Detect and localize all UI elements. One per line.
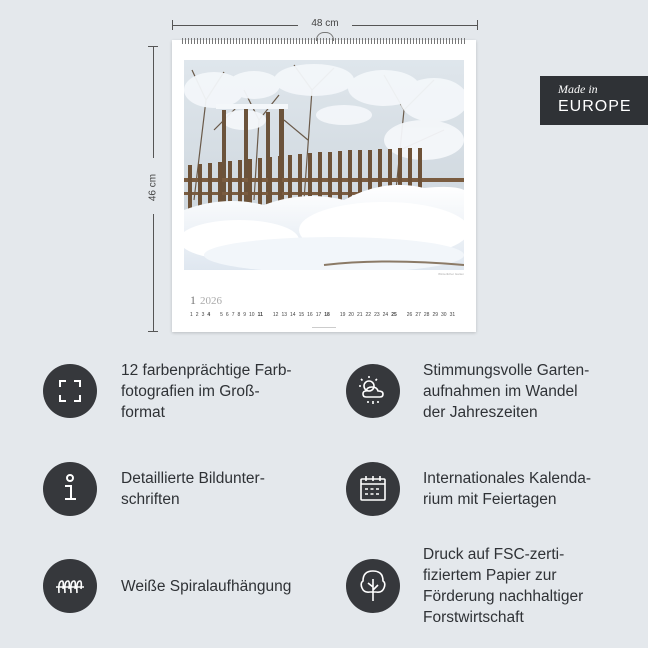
feature-text-seasons: Stimmungsvolle Garten- aufnahmen im Wandel der Jahreszeiten [423, 362, 590, 421]
month-number: 1 [190, 293, 196, 307]
feature-text-photos: 12 farbenprächtige Farb- fotografien im Groß- format [121, 362, 292, 421]
calendar-day: 19 [339, 312, 346, 318]
calendar-day: 9 [243, 312, 247, 318]
calendar-day: 6 [225, 312, 229, 318]
calendar-day: 11 [257, 312, 263, 318]
calendar-day: 29 [432, 312, 439, 318]
feature-text-holidays: Internationales Kalenda- rium mit Feiertagen [423, 470, 592, 508]
info-icon [43, 462, 97, 516]
calendar-day: 15 [298, 312, 305, 318]
calendar-day: 27 [415, 312, 421, 318]
badge-made-in: Made in [558, 82, 598, 96]
calendar-day: 5 [220, 312, 223, 318]
calendar-day: 16 [307, 312, 313, 318]
hanger-hook [316, 32, 334, 41]
fullscreen-frame-icon [43, 364, 97, 418]
calendar-day: 30 [441, 312, 447, 318]
winter-garden-photo [184, 60, 464, 270]
calendar-day: 26 [406, 312, 413, 318]
calendar-day: 20 [348, 312, 354, 318]
feature-text-fsc: Druck auf FSC-zerti- fiziertem Papier zur Förderung nachhaltiger Forstwirtschaft [423, 546, 584, 626]
month-heading [190, 293, 222, 308]
calendar-day: 3 [201, 312, 205, 318]
spiral-binding-icon [43, 559, 97, 613]
calendar-day: 12 [272, 312, 279, 318]
photo-caption: Winterlicher Garten [438, 272, 464, 276]
day-row [190, 312, 458, 318]
calendar-day: 4 [207, 312, 211, 318]
calendar-day: 13 [281, 312, 288, 318]
calendar-day: 10 [249, 312, 255, 318]
badge-region: EUROPE [558, 98, 632, 115]
calendar-day: 28 [423, 312, 430, 318]
calendar-day: 8 [237, 312, 241, 318]
calendar-day: 21 [356, 312, 363, 318]
calendar-day: 22 [365, 312, 372, 318]
calendar-day: 25 [391, 312, 397, 318]
width-label: 48 cm [311, 18, 339, 29]
width-dimension [172, 18, 478, 32]
calendar-day: 14 [290, 312, 296, 318]
calendar-day: 1 [190, 312, 193, 318]
calendar-day: 17 [315, 312, 322, 318]
made-in-europe-badge [540, 76, 648, 125]
height-label: 46 cm [147, 173, 159, 202]
height-dimension [145, 46, 161, 332]
tree-icon [346, 559, 400, 613]
calendar-day: 7 [231, 312, 235, 318]
calendar-day: 18 [324, 312, 330, 318]
calendar-day: 31 [449, 312, 456, 318]
calendar-preview [172, 40, 476, 332]
calendar-day: 2 [195, 312, 199, 318]
feature-text-captions: Detaillierte Bildunter- schriften [121, 470, 265, 508]
year: 2026 [200, 295, 222, 307]
calendar-grid-icon [346, 462, 400, 516]
calendar-day: 24 [382, 312, 389, 318]
footer-rule [312, 327, 336, 328]
calendar-day: 23 [374, 312, 380, 318]
weather-sun-cloud-snow-icon [346, 364, 400, 418]
feature-text-spiral: Weiße Spiralaufhängung [121, 578, 292, 595]
